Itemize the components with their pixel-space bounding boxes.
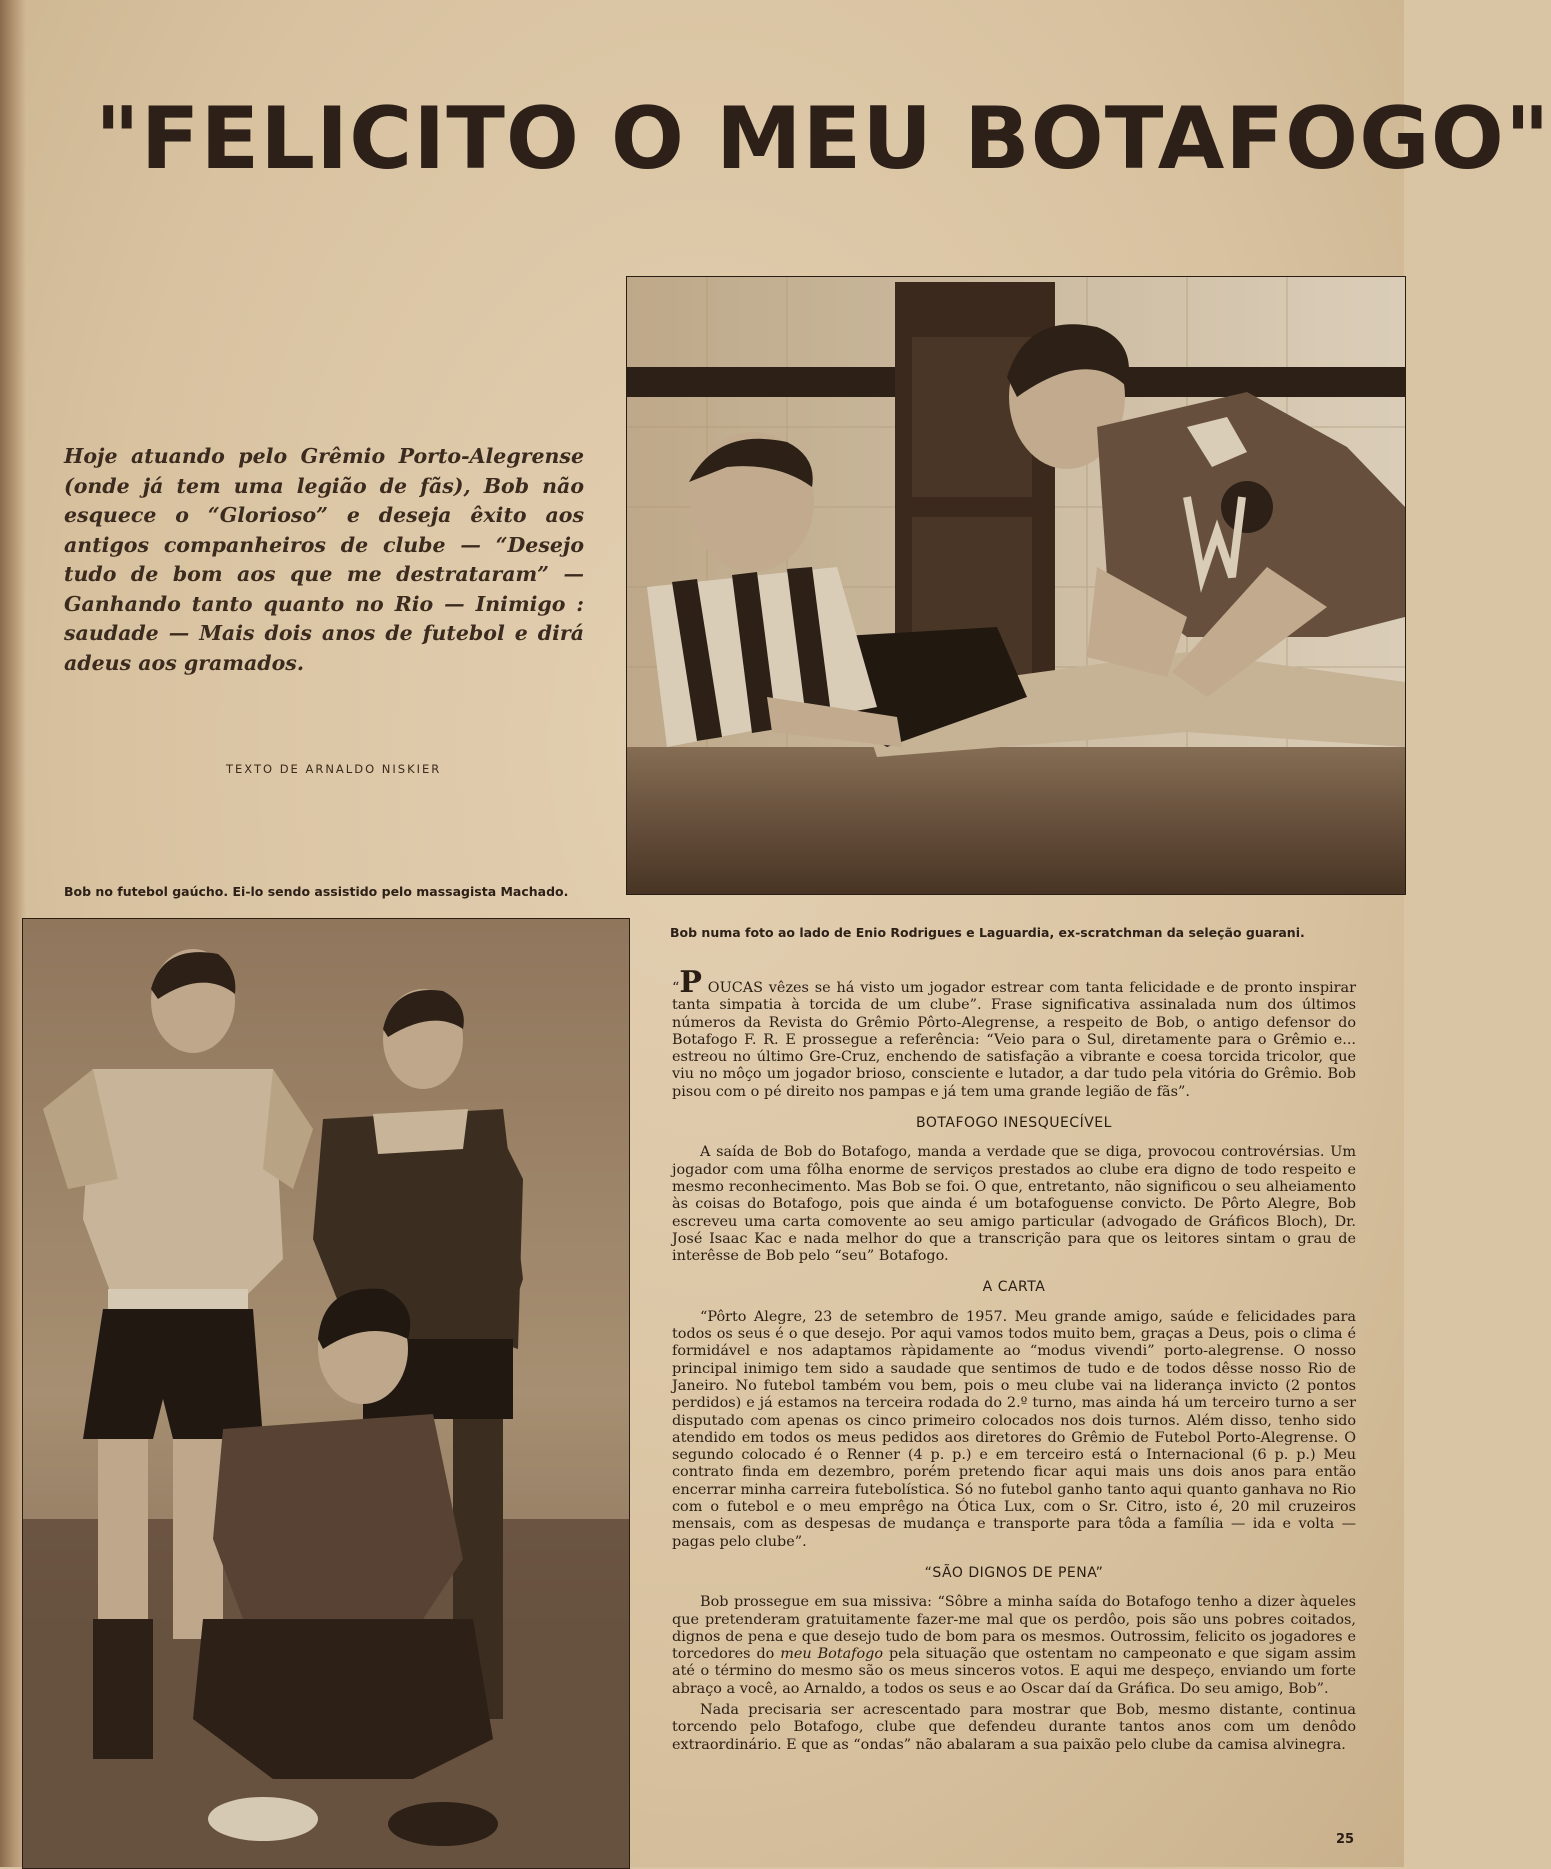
section3-text-before: Bob prossegue em sua missiva: “Sôbre a minha saída do Botafogo tenho a dizer àqueles que pretenderam gratuitamente fazer-me mal que os perdôo, pois são uns pobres coitados, dignos de pena e que desejo tudo de bom para os mesmos. Outrossim, felicito os jogadores e torcedores do bbox=[672, 1594, 1356, 1663]
caption-team-photo: Bob numa foto ao lado de Enio Rodrigues e Laguardia, ex-scratchman da seleção guarani. bbox=[670, 925, 1305, 940]
article-intro bbox=[672, 965, 1356, 1101]
section3-paragraph-2: Nada precisaria ser acrescentado para mostrar que Bob, mesmo distante, continua torcendo pelo Botafogo, clube que defendeu durante tantos anos com um denôdo extraordinário. E que as “ondas” não abalaram a sua paixão pelo clube da camisa alvinegra. bbox=[672, 1701, 1356, 1753]
quote-mark: “ bbox=[672, 980, 680, 996]
drop-cap: P bbox=[679, 965, 702, 1000]
intro-text: OUCAS vêzes se há visto um jogador estrear com tanta felicidade e de pronto inspirar tanta simpatia à torcida de um clube”. Frase significativa assinalada num dos últimos números da Revista do Grêmio Pôrto-Alegrense, a respeito de Bob, o antigo defensor do Botafogo F. R. E prossegue a referência: “Veio para o Sul, diretamente para o Grêmio e... estreou no último Gre-Cruz, enchendo de satisfação a vibrante e coesa torcida tricolor, que viu no môço um jogador brioso, consciente e lutador, a dar tudo pela vitória do Grêmio. Bob pisou com o pé direito nos pampas e já tem uma grande legião de fãs”. bbox=[672, 980, 1356, 1100]
photo-massage-illustration bbox=[627, 277, 1405, 894]
headline: "FELICITO O MEU BOTAFOGO" bbox=[95, 89, 1551, 189]
section1-paragraph: A saída de Bob do Botafogo, manda a verdade que se diga, provocou controvérsias. Um jogador com uma fôlha enorme de serviços prestados ao clube era digno de todo respeito e mesmo reconhecimento. Mas Bob se foi. O que, entretanto, não significou o seu alheiamento às coisas do Botafogo, pois que ainda é um botafoguense convicto. De Pôrto Alegre, Bob escreveu uma carta comovente ao seu amigo particular (advogado de Gráficos Bloch), Dr. José Isaac Kac e nada melhor do que a transcrição para que os leitores sintam o grau de interêsse de Bob pelo “seu” Botafogo. bbox=[672, 1144, 1356, 1265]
section3-paragraph-1 bbox=[672, 1594, 1356, 1698]
photo-massage-scene bbox=[626, 276, 1406, 895]
subhead-a-carta: A CARTA bbox=[982, 1279, 1046, 1296]
photo-players-illustration bbox=[23, 919, 629, 1868]
section2-paragraph: “Pôrto Alegre, 23 de setembro de 1957. Meu grande amigo, saúde e felicidades para todos os seus é o que desejo. Por aqui vamos todos muito bem, graças a Deus, pois o clima é formidável e nos adaptamos ràpidamente ao “modus vivendi” porto-alegrense. O nosso principal inimigo tem sido a saudade que sentimos de tudo e de todos dêsse nosso Rio de Janeiro. No futebol também vou bem, pois o meu clube vai na liderança invicto (2 pontos perdidos) e já estamos na terceira rodada do 2.º turno, mas ainda há um terceiro turno a ser disputado com apenas os cinco primeiro colocados nos dois turnos. Além disso, tenho sido atendido em todos os meus pedidos aos diretores do Grêmio de Futebol Porto-Alegrense. O segundo colocado é o Renner (4 p. p.) e em terceiro está o Internacional (6 p. p.) Meu contrato finda em dezembro, porém pretendo ficar aqui mais uns dois anos para então encerrar minha carreira futebolística. Só no futebol ganho tanto aqui quanto ganhava no Rio com o futebol e o meu emprêgo na Ótica Lux, com o Sr. Citro, isto é, 20 mil cruzeiros mensais, com as despesas de mudança e transporte para tôda a família — ida e volta — pagas pelo clube”. bbox=[672, 1308, 1356, 1550]
section3-text-italic: meu Botafogo bbox=[780, 1646, 884, 1663]
caption-massage-photo: Bob no futebol gaúcho. Ei-lo sendo assistido pelo massagista Machado. bbox=[64, 884, 569, 899]
lede-paragraph: Hoje atuando pelo Grêmio Porto-Alegrense (onde já tem uma legião de fãs), Bob não esquece o “Glorioso” e deseja êxito aos antigos companheiros de clube — “Desejo tudo de bom aos que me destrataram” — Ganhando tanto quanto no Rio — Inimigo : saudade — Mais dois anos de futebol e dirá adeus aos gramados. bbox=[64, 444, 584, 675]
section3-text-after: pela situação que ostentam no campeonato e que sigam assim até o término do mesmo são os meus sinceros votos. E aqui me despeço, enviando um forte abraço a você, ao Arnaldo, a todos os seus e ao Oscar daí da Gráfica. Do seu amigo, Bob”. bbox=[672, 1646, 1356, 1697]
byline: TEXTO DE ARNALDO NISKIER bbox=[226, 762, 442, 776]
subhead-sao-dignos-de-pena: “SÃO DIGNOS DE PENA” bbox=[924, 1564, 1104, 1581]
subhead-botafogo-inesquecivel: BOTAFOGO INESQUECÍVEL bbox=[916, 1115, 1112, 1132]
article-body bbox=[672, 965, 1356, 1758]
photo-team-players bbox=[22, 918, 630, 1869]
page-number: 25 bbox=[1336, 1832, 1355, 1847]
